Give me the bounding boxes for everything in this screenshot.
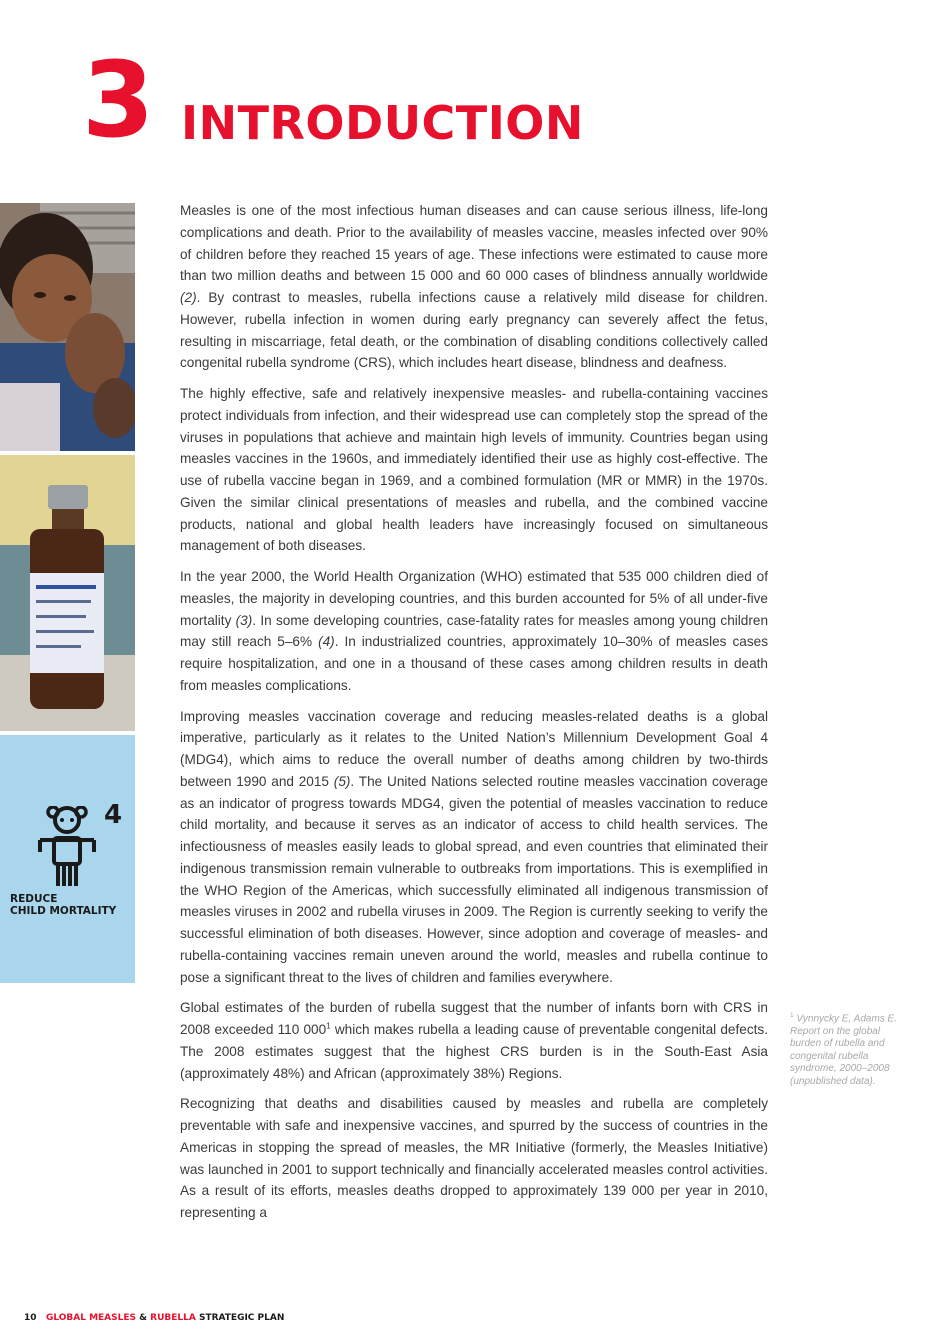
paragraph (180, 200, 768, 374)
child-figure-icon (36, 806, 98, 890)
paragraph-text: Measles is one of the most infectious human diseases and can cause serious illness, life-long complications and death. Prior to the availability of measles vaccine, measles infected over 90% of children before they reached 15 years of age. These infections were estimated to cause more than two million deaths and between 15 000 and 60 000 cases of blindness annually worldwide (180, 203, 768, 284)
body-text (180, 200, 768, 1233)
mdg-label-line2: CHILD MORTALITY (10, 905, 117, 917)
mdg-number: 4 (104, 800, 123, 830)
mdg-label (10, 893, 116, 917)
page-footer (24, 1313, 284, 1323)
paragraph: The highly effective, safe and relatively inexpensive measles- and rubella-containing vaccines protect individuals from infection, and their widespread use can completely stop the spread of the viruses in populations that achieve and maintain high levels of immunity. Countries began using measles vaccines in the 1960s, and immediately identified their use as highly cost-effective. The use of rubella vaccine began in 1969, and a combined formulation (MR or MMR) in the 1970s. Given the similar clinical presentations of measles and rubella, and the combined vaccine products, national and global health leaders have increasingly focused on simultaneous management of both diseases. (180, 386, 768, 554)
paragraph (180, 706, 768, 989)
paragraph-text: In the year 2000, the World Health Organization (WHO) estimated that 535 000 children died of measles, the majority in developing countries, and this burden accounted for 5% of all under-five mortality (180, 569, 768, 628)
footnote-text: Vynnycky E, Adams E. Report on the global burden of rubella and congenital rubella syndrome, 2000–2008 (unpublished data). (790, 1013, 898, 1087)
paragraph-text: . In some developing countries, case-fatality rates for measles among young children may still reach 5–6% (180, 612, 768, 650)
paragraph (180, 566, 768, 697)
vaccine-vial-photo (0, 455, 135, 731)
footer-title-part1: GLOBAL MEASLES (45, 1313, 136, 1323)
page-number: 10 (24, 1313, 37, 1323)
paragraph (180, 997, 768, 1084)
reference-link: (4) (318, 634, 335, 650)
paragraph-text: . The United Nations selected routine measles vaccination coverage as an indicator of progress towards MDG4, given the potential of measles vaccination to reduce child mortality, and because it serves as an indicator of access to child health services. The infectiousness of measles easily leads to global spread, and even countries that eliminated their indigenous transmission remain vulnerable to outbreaks from importations. This is exemplified in the WHO Region of the Americas, which successfully eliminated all indigenous transmission of measles viruses in 2002 and rubella viruses in 2009. The Region is currently seeking to verify the successful elimination of both diseases. However, since adoption and coverage of measles- and rubella-containing vaccines remain uneven around the world, measles and rubella continue to pose a significant threat to the lives of children and families everywhere. (180, 773, 768, 985)
reference-link: (2) (180, 290, 197, 305)
footer-title-part3: STRATEGIC PLAN (198, 1313, 285, 1323)
paragraph-text: . In industrialized countries, approximately 10–30% of measles cases require hospitalization, and one in a thousand of these cases among children results in death from measles complications. (180, 634, 768, 693)
reference-link: (5) (333, 773, 351, 789)
paragraph-text: which makes rubella a leading cause of preventable congenital defects. The 2008 estimates suggest that the highest CRS burden is in the South-East Asia (approximately 48%) and African (approximately 38%) Regions. (180, 1022, 768, 1081)
footnote-marker: 1 (326, 1021, 331, 1031)
mdg-label-line1: REDUCE (10, 893, 58, 905)
chapter-title: INTRODUCTION (181, 96, 584, 150)
child-vaccination-photo (0, 203, 135, 451)
footnote (790, 1010, 910, 1088)
footnote-mark: 1 (790, 1012, 794, 1019)
footer-title-part2: RUBELLA (150, 1313, 196, 1323)
chapter-number: 3 (82, 39, 155, 161)
paragraph-text: Global estimates of the burden of rubella suggest that the number of infants born with CRS in 2008 exceeded 110 000 (180, 1000, 768, 1037)
reference-link: (3) (235, 612, 253, 628)
paragraph: Recognizing that deaths and disabilities caused by measles and rubella are completely preventable with safe and inexpensive vaccines, and spurred by the success of countries in the Americas in stopping the spread of measles, the MR Initiative (formerly, the Measles Initiative) was launched in 2001 to support technically and financially accelerated measles control activities. As a result of its efforts, measles deaths dropped to approximately 139 000 per year in 2010, representing a (180, 1096, 768, 1220)
paragraph-text: . By contrast to measles, rubella infections cause a relatively mild disease for children. However, rubella infection in women during early pregnancy can severely affect the fetus, resulting in miscarriage, fetal death, or the combination of disabling conditions collectively called congenital rubella syndrome (CRS), which includes heart disease, blindness and deafness. (180, 290, 768, 371)
footer-ampersand: & (139, 1313, 147, 1323)
paragraph-text: Improving measles vaccination coverage and reducing measles-related deaths is a global imperative, particularly as it relates to the United Nation’s Millennium Development Goal 4 (MDG4), which aims to reduce the overall number of deaths among children by two-thirds between 1990 and 2015 (180, 708, 768, 789)
